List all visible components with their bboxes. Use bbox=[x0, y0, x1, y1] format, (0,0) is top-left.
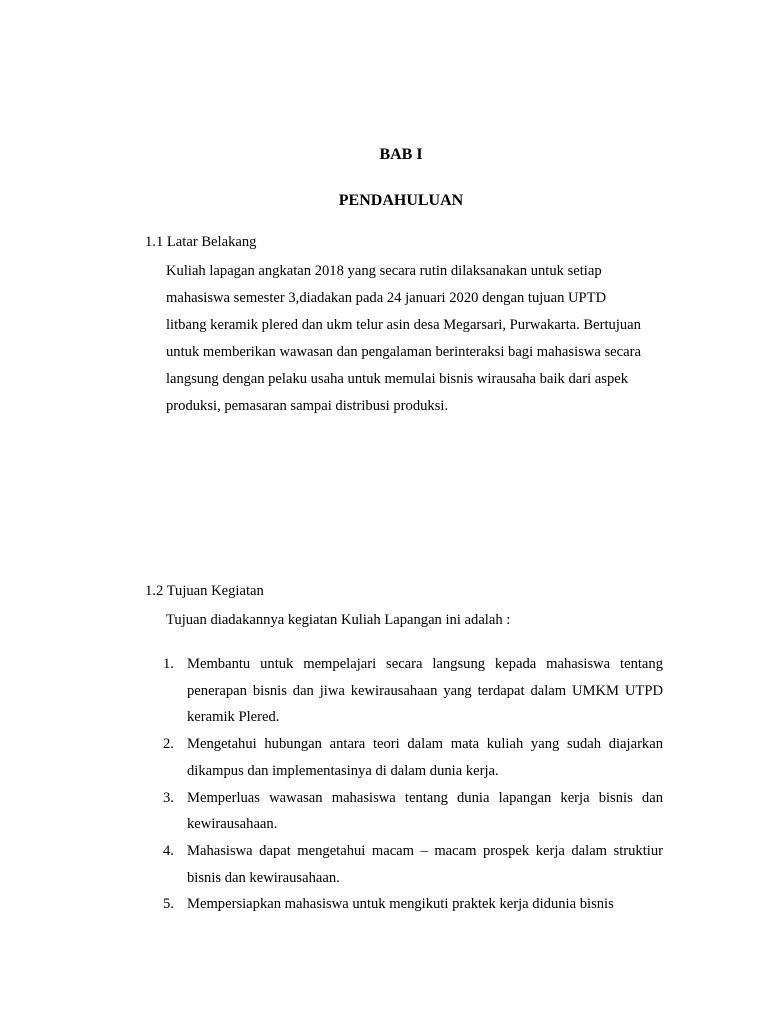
objective-number: 2. bbox=[163, 736, 174, 753]
objectives-list bbox=[163, 651, 663, 918]
objective-text: Mahasiswa dapat mengetahui macam – macam prospek kerja dalam struktiur bisnis dan kewirausahaan. bbox=[187, 842, 663, 886]
section-heading-latar-belakang: 1.1 Latar Belakang bbox=[145, 234, 257, 250]
paragraph-line: mahasiswa semester 3,diadakan pada 24 januari 2020 dengan tujuan UPTD bbox=[166, 290, 607, 306]
objectives-intro: Tujuan diadakannya kegiatan Kuliah Lapangan ini adalah : bbox=[166, 612, 511, 628]
objective-text: Membantu untuk mempelajari secara langsung kepada mahasiswa tentang penerapan bisnis dan jiwa kewirausahaan yang terdapat dalam UMKM UTPD keramik Plered. bbox=[187, 656, 663, 726]
chapter-number: BAB I bbox=[379, 146, 423, 163]
objective-item bbox=[163, 891, 663, 918]
objective-item bbox=[163, 731, 663, 784]
objective-number: 3. bbox=[163, 789, 174, 806]
chapter-title: PENDAHULUAN bbox=[338, 192, 464, 209]
objective-number: 1. bbox=[163, 656, 174, 672]
objective-item bbox=[163, 785, 663, 838]
objective-item bbox=[163, 838, 663, 891]
paragraph-line: Kuliah lapagan angkatan 2018 yang secara rutin dilaksanakan untuk setiap bbox=[166, 263, 602, 279]
paragraph-line: untuk memberikan wawasan dan pengalaman berinteraksi bagi mahasiswa secara bbox=[166, 344, 641, 360]
paragraph-line: litbang keramik plered dan ukm telur asin desa Megarsari, Purwakarta. Bertujuan bbox=[166, 317, 641, 333]
section-heading-tujuan-kegiatan: 1.2 Tujuan Kegiatan bbox=[145, 583, 264, 599]
background-paragraph bbox=[166, 258, 666, 420]
paragraph-line: produksi, pemasaran sampai distribusi produksi. bbox=[166, 398, 449, 414]
objective-number: 4. bbox=[163, 842, 174, 859]
objective-number: 5. bbox=[163, 896, 174, 913]
objective-text: Memperluas wawasan mahasiswa tentang dunia lapangan kerja bisnis dan kewirausahaan. bbox=[187, 789, 663, 833]
objective-text: Mempersiapkan mahasiswa untuk mengikuti praktek kerja didunia bisnis bbox=[187, 896, 614, 913]
objective-item bbox=[163, 651, 663, 731]
paragraph-line: langsung dengan pelaku usaha untuk memulai bisnis wirausaha baik dari aspek bbox=[166, 371, 629, 387]
objective-text: Mengetahui hubungan antara teori dalam mata kuliah yang sudah diajarkan dikampus dan implementasinya di dalam dunia kerja. bbox=[187, 736, 663, 779]
